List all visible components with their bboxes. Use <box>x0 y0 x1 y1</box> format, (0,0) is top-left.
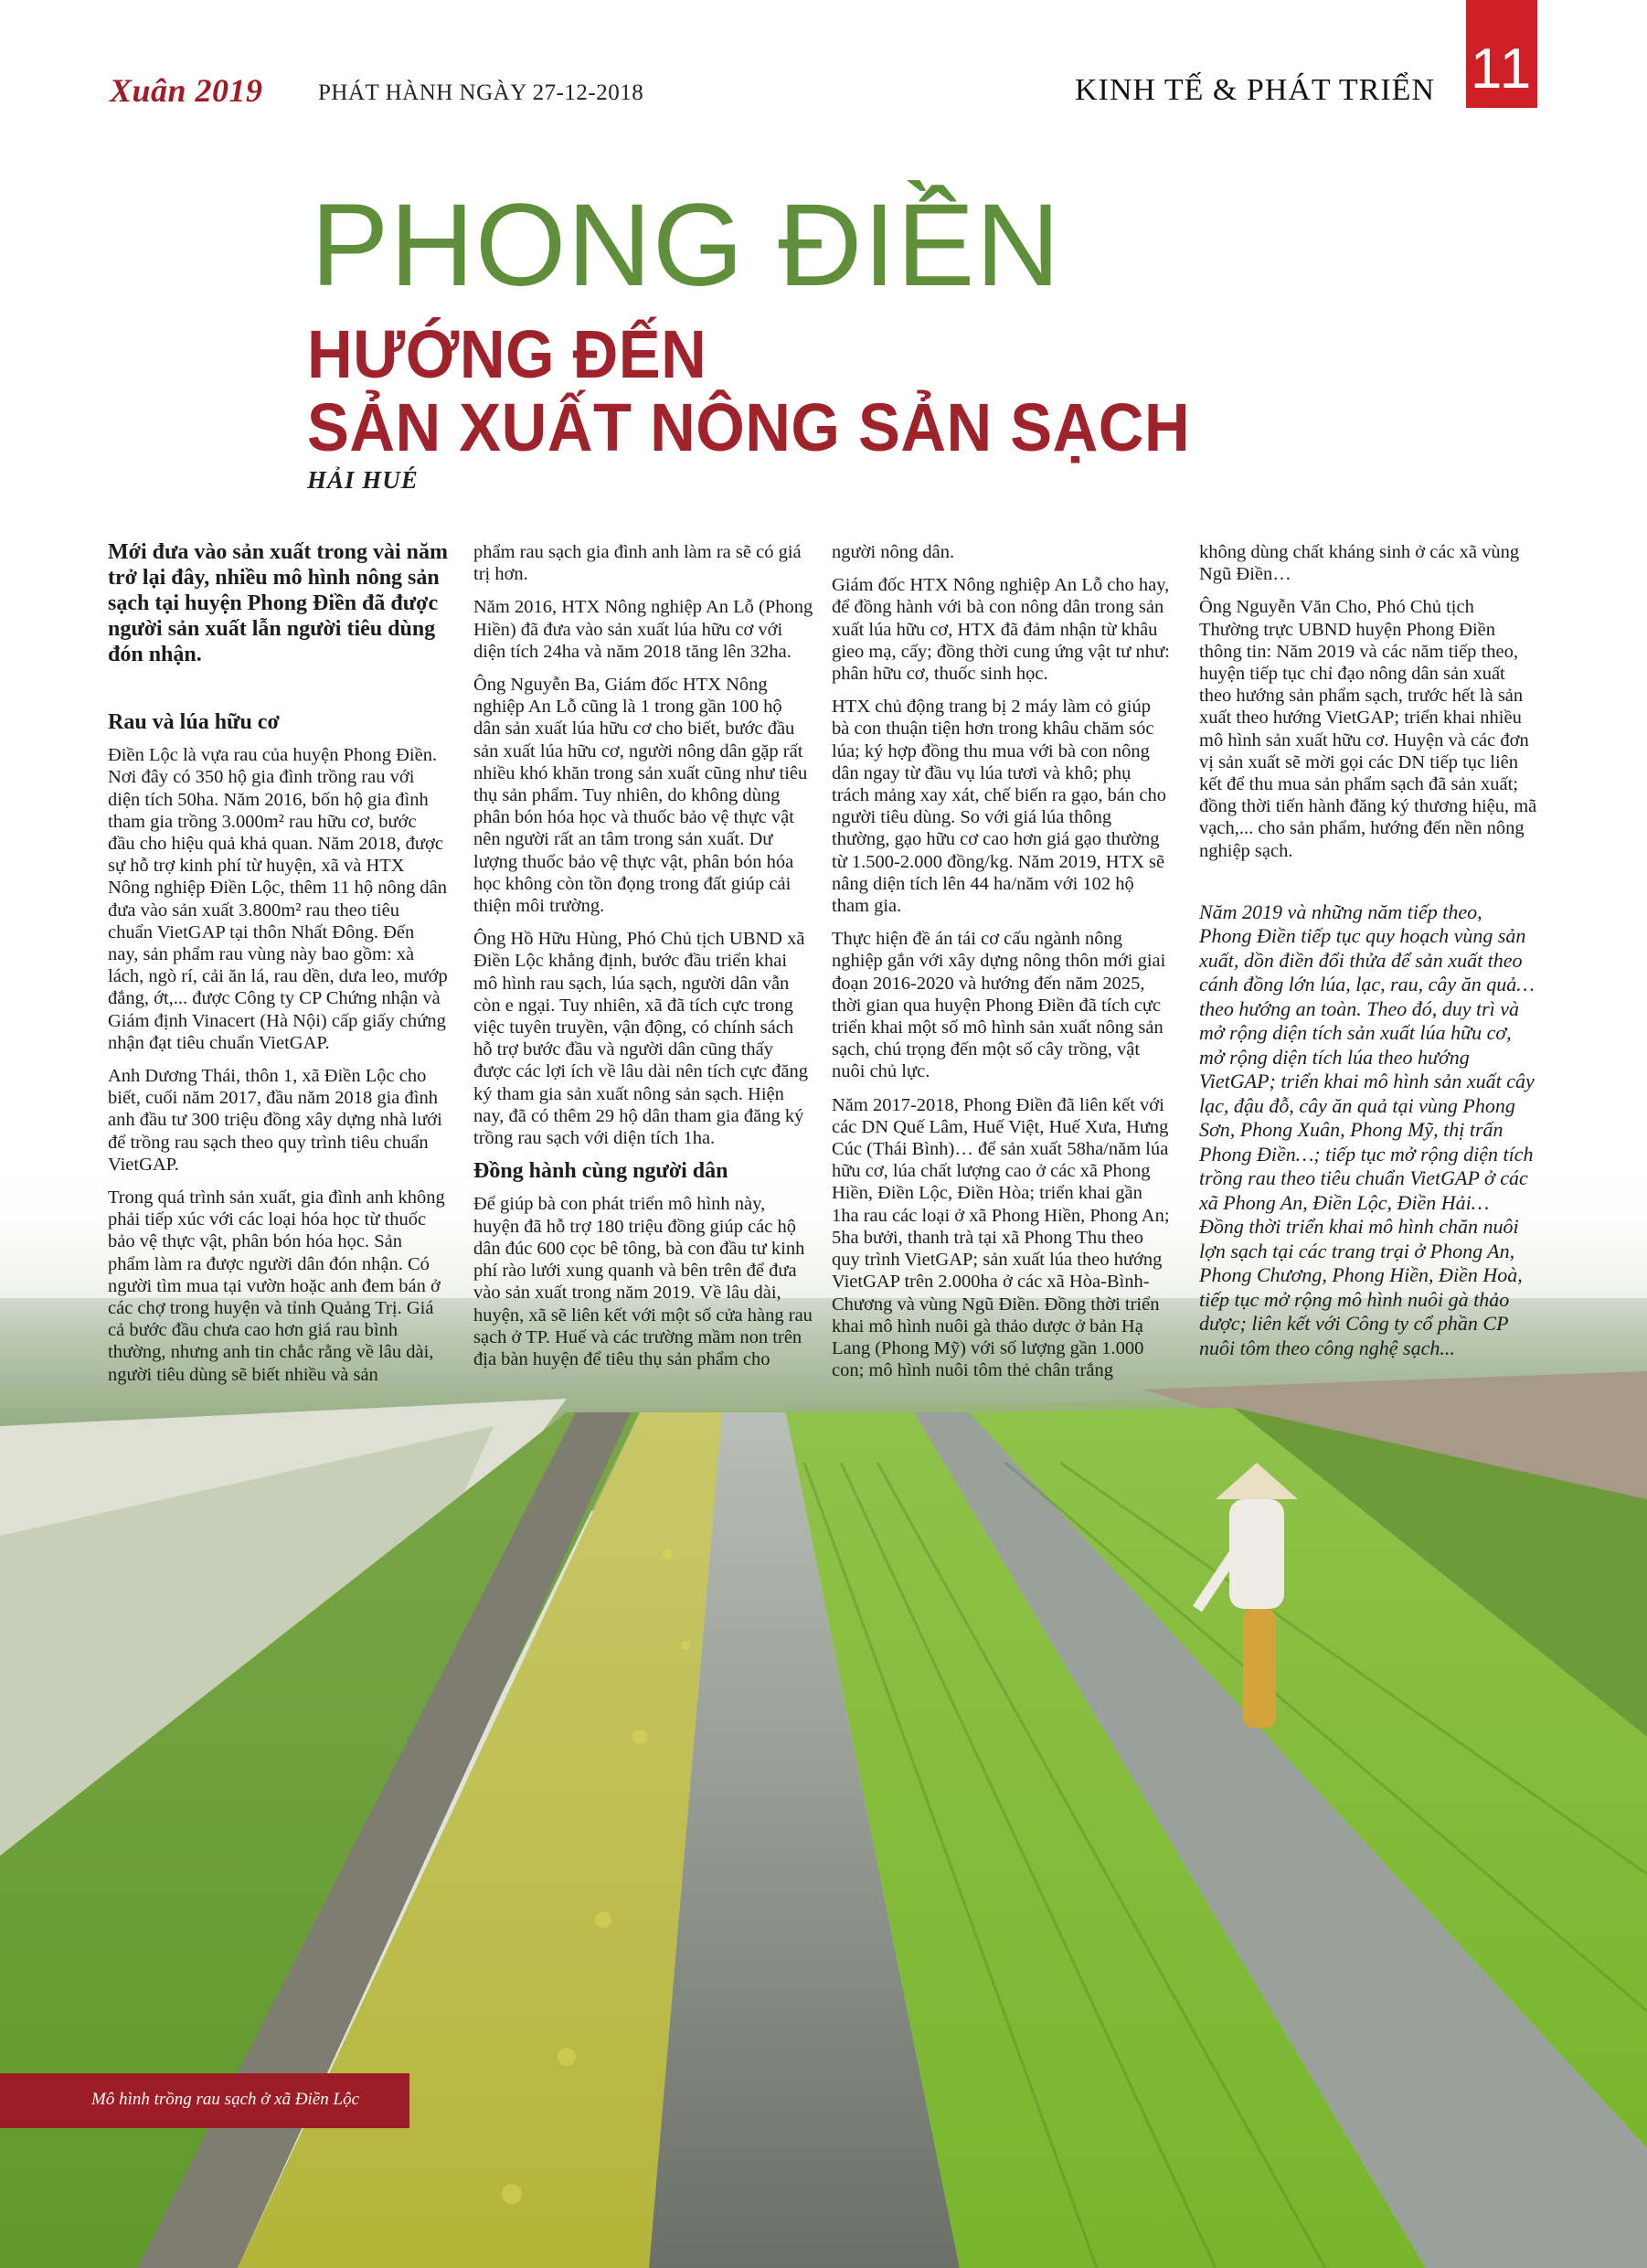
paragraph: Giám đốc HTX Nông nghiệp An Lỗ cho hay, để đồng hành với bà con nông dân trong sản xuất lúa hữu cơ, HTX đã đảm nhận từ khâu gieo mạ, cấy; đồng thời cung ứng vật tư như: phân hữu cơ, thuốc sinh học. <box>832 575 1170 685</box>
column-2 <box>473 541 813 1381</box>
article-subtitle-line2: SẢN XUẤT NÔNG SẢN SẠCH <box>307 389 1191 465</box>
paragraph: Trong quá trình sản xuất, gia đình anh không phải tiếp xúc với các loại hóa học từ thuốc bảo vệ thực vật, phân bón hóa học. Sản phẩm làm ra được người dân đón nhận. Có người tìm mua tại vườn hoặc anh đem bán ở các chợ trong huyện và tỉnh Quảng Trị. Giá cả bước đầu chưa cao hơn giá rau bình thường, nhưng anh tin chắc rằng về lâu dài, người tiêu dùng sẽ biết nhiều và sản <box>108 1187 445 1385</box>
section-name: KINH TẾ & PHÁT TRIỂN <box>1075 73 1435 107</box>
release-date: PHÁT HÀNH NGÀY 27-12-2018 <box>318 80 644 105</box>
paragraph: Để giúp bà con phát triển mô hình này, huyện đã hỗ trợ 180 triệu đồng giúp các hộ dân đúc 600 cọc bê tông, bà con đầu tư kinh phí rào lưới xung quanh và bên trên để đưa vào sản xuất trong năm 2019. Về lâu dài, huyện, xã sẽ liên kết với một số cửa hàng rau sạch ở TP. Huế và các trường mầm non trên địa bàn huyện để tiêu thụ sản phẩm cho <box>473 1194 813 1369</box>
pull-quote: Năm 2019 và những năm tiếp theo, Phong Điền tiếp tục quy hoạch vùng sản xuất, dồn điền đổi thửa để sản xuất theo cánh đồng lớn lúa, lạc, rau, cây ăn quả… theo hướng an toàn. Theo đó, duy trì và mở rộng diện tích sản xuất lúa hữu cơ, mở rộng diện tích lúa theo hướng VietGAP; triển khai mô hình sản xuất cây lạc, đậu đỗ, cây ăn quả tại vùng Phong Sơn, Phong Xuân, Phong Mỹ, thị trấn Phong Điền…; tiếp tục mở rộng diện tích trồng rau theo tiêu chuẩn VietGAP ở các xã Phong An, Điền Lộc, Điền Hải… Đồng thời triển khai mô hình chăn nuôi lợn sạch tại các trang trại ở Phong An, Phong Chương, Phong Hiền, Điền Hoà, tiếp tục mở rộng mô hình nuôi gà thảo dược; liên kết với Công ty cổ phần CP nuôi tôm theo công nghệ sạch... <box>1199 900 1535 1359</box>
issue-label: Xuân 2019 <box>110 72 263 109</box>
paragraph: Điền Lộc là vựa rau của huyện Phong Điền. Nơi đây có 350 hộ gia đình trồng rau với diện tích 50ha. Năm 2016, bốn hộ gia đình tham gia trồng 3.000m² rau hữu cơ, bước đầu cho hiệu quả khả quan. Năm 2018, được sự hỗ trợ kinh phí từ huyện, xã và HTX Nông nghiệp Điền Lộc, thêm 11 hộ nông dân đưa vào sản xuất 3.800m² rau theo tiêu chuẩn VietGAP tại thôn Nhất Đông. Đến nay, sản phẩm rau vùng này bao gồm: xà lách, ngò rí, cải ăn lá, rau dền, dưa leo, mướp đắng, ớt,... được Công ty CP Chứng nhận và Giám định Vinacert (Hà Nội) cấp giấy chứng nhận đạt tiêu chuẩn VietGAP. <box>108 745 448 1053</box>
column-4 <box>1199 541 1537 1371</box>
photo-caption-bar <box>0 2073 409 2128</box>
page-number-tab: 11 <box>1466 0 1537 108</box>
paragraph: HTX chủ động trang bị 2 máy làm cỏ giúp bà con thuận tiện hơn trong khâu chăm sóc lúa; ký hợp đồng thu mua với bà con nông dân ngay từ đầu vụ lúa tươi và khô; phụ trách mảng xay xát, chế biến ra gạo, bán cho người tiêu dùng. So với giá lúa thông thường, gạo hữu cơ cao hơn giá gạo thường từ 1.500-2.000 đồng/kg. Năm 2019, HTX sẽ nâng diện tích lên 44 ha/năm với 102 hộ tham gia. <box>832 697 1166 917</box>
subhead-organic: Rau và lúa hữu cơ <box>108 710 280 734</box>
lead-paragraph: Mới đưa vào sản xuất trong vài năm trở lại đây, nhiều mô hình nông sản sạch tại huyện Phong Điền đã được người sản xuất lẫn người tiêu dùng đón nhận. <box>108 540 448 666</box>
paragraph: người nông dân. <box>832 542 955 562</box>
photo-caption: Mô hình trồng rau sạch ở xã Điền Lộc <box>91 2090 360 2109</box>
article-title: PHONG ĐIỀN <box>311 180 1061 311</box>
paragraph: Ông Nguyễn Văn Cho, Phó Chủ tịch Thường trực UBND huyện Phong Điền thông tin: Năm 2019 và các năm tiếp theo, huyện tiếp tục chỉ đạo nông dân sản xuất theo hướng sản phẩm sạch, trước hết là sản xuất theo hướng VietGAP; triển khai nhiều mô hình sản xuất hữu cơ. Huyện và các đơn vị sản xuất sẽ mời gọi các DN tiếp tục liên kết để thu mua sản phẩm sạch đã sản xuất; đồng thời tiến hành đăng ký thương hiệu, mã vạch,... cho sản phẩm, hướng đến nền nông nghiệp sạch. <box>1199 597 1537 861</box>
column-1 <box>108 539 448 1397</box>
paragraph: không dùng chất kháng sinh ở các xã vùng Ngũ Điền… <box>1199 542 1520 585</box>
paragraph: Thực hiện đề án tái cơ cấu ngành nông nghiệp gắn với xây dựng nông thôn mới giai đoạn 2016-2020 và hướng đến năm 2025, thời gian qua huyện Phong Điền đã tích cực triển khai một số mô hình sản xuất nông sản sạch, chú trọng đến một số cây trồng, vật nuôi chủ lực. <box>832 929 1166 1082</box>
paragraph: Năm 2017-2018, Phong Điền đã liên kết với các DN Quế Lâm, Huế Việt, Huế Xưa, Hưng Cúc (Thái Bình)… để sản xuất 58ha/năm lúa hữu cơ, lúa chất lượng cao ở các xã Phong Hiền, Điền Lộc, Điền Hòa; triển khai gần 1ha rau các loại ở xã Phong Hiền, Phong An; 5ha bưởi, thanh trà tại xã Phong Thu theo quy trình VietGAP; sản xuất lúa theo hướng VietGAP trên 2.000ha ở các xã Hòa-Bình-Chương và vùng Ngũ Điền. Đồng thời triển khai mô hình nuôi gà thảo dược ở bản Hạ Lang (Phong Mỹ) với số lượng gần 1.000 con; mô hình nuôi tôm thẻ chân trắng <box>832 1094 1170 1381</box>
paragraph: Anh Dương Thái, thôn 1, xã Điền Lộc cho biết, cuối năm 2017, đầu năm 2018 gia đình anh đầu tư 300 triệu đồng xây dựng nhà lưới để trồng rau sạch theo quy trình tiêu chuẩn VietGAP. <box>108 1066 442 1175</box>
subhead-companion: Đồng hành cùng người dân <box>473 1159 728 1184</box>
column-3 <box>832 541 1172 1392</box>
paragraph: Ông Hồ Hữu Hùng, Phó Chủ tịch UBND xã Điền Lộc khẳng định, bước đầu triển khai mô hình rau sạch, lúa sạch, người dân vẫn còn e ngại. Tuy nhiên, xã đã tích cực trong việc tuyên truyền, vận động, có chính sách hỗ trợ bước đầu và người dân cũng thấy được các lợi ích về lâu dài nên tích cực đăng ký tham gia sản xuất nông sản sạch. Hiện nay, đã có thêm 29 hộ dân tham gia đăng ký trồng rau sạch với diện tích 1ha. <box>473 929 809 1149</box>
author-byline: HẢI HUÉ <box>307 466 419 494</box>
paragraph: phẩm rau sạch gia đình anh làm ra sẽ có giá trị hơn. <box>473 542 802 585</box>
article-subtitle-line1: HƯỚNG ĐẾN <box>307 316 707 392</box>
paragraph: Ông Nguyễn Ba, Giám đốc HTX Nông nghiệp An Lỗ cũng là 1 trong gần 100 hộ dân sản xuất lúa hữu cơ cho biết, bước đầu sản xuất lúa hữu cơ, người nông dân gặp rất nhiều khó khăn trong sản xuất cũng như tiêu thụ sản phẩm. Tuy nhiên, do không dùng phân bón hóa học và thuốc bảo vệ thực vật nên người rất an tâm trong sản xuất. Dư lượng thuốc bảo vệ thực vật, phân bón hóa học không còn tồn đọng trong đất giúp cải thiện môi trường. <box>473 675 808 917</box>
paragraph: Năm 2016, HTX Nông nghiệp An Lỗ (Phong Hiền) đã đưa vào sản xuất lúa hữu cơ với diện tích 24ha và năm 2018 tăng lên 32ha. <box>473 597 813 662</box>
